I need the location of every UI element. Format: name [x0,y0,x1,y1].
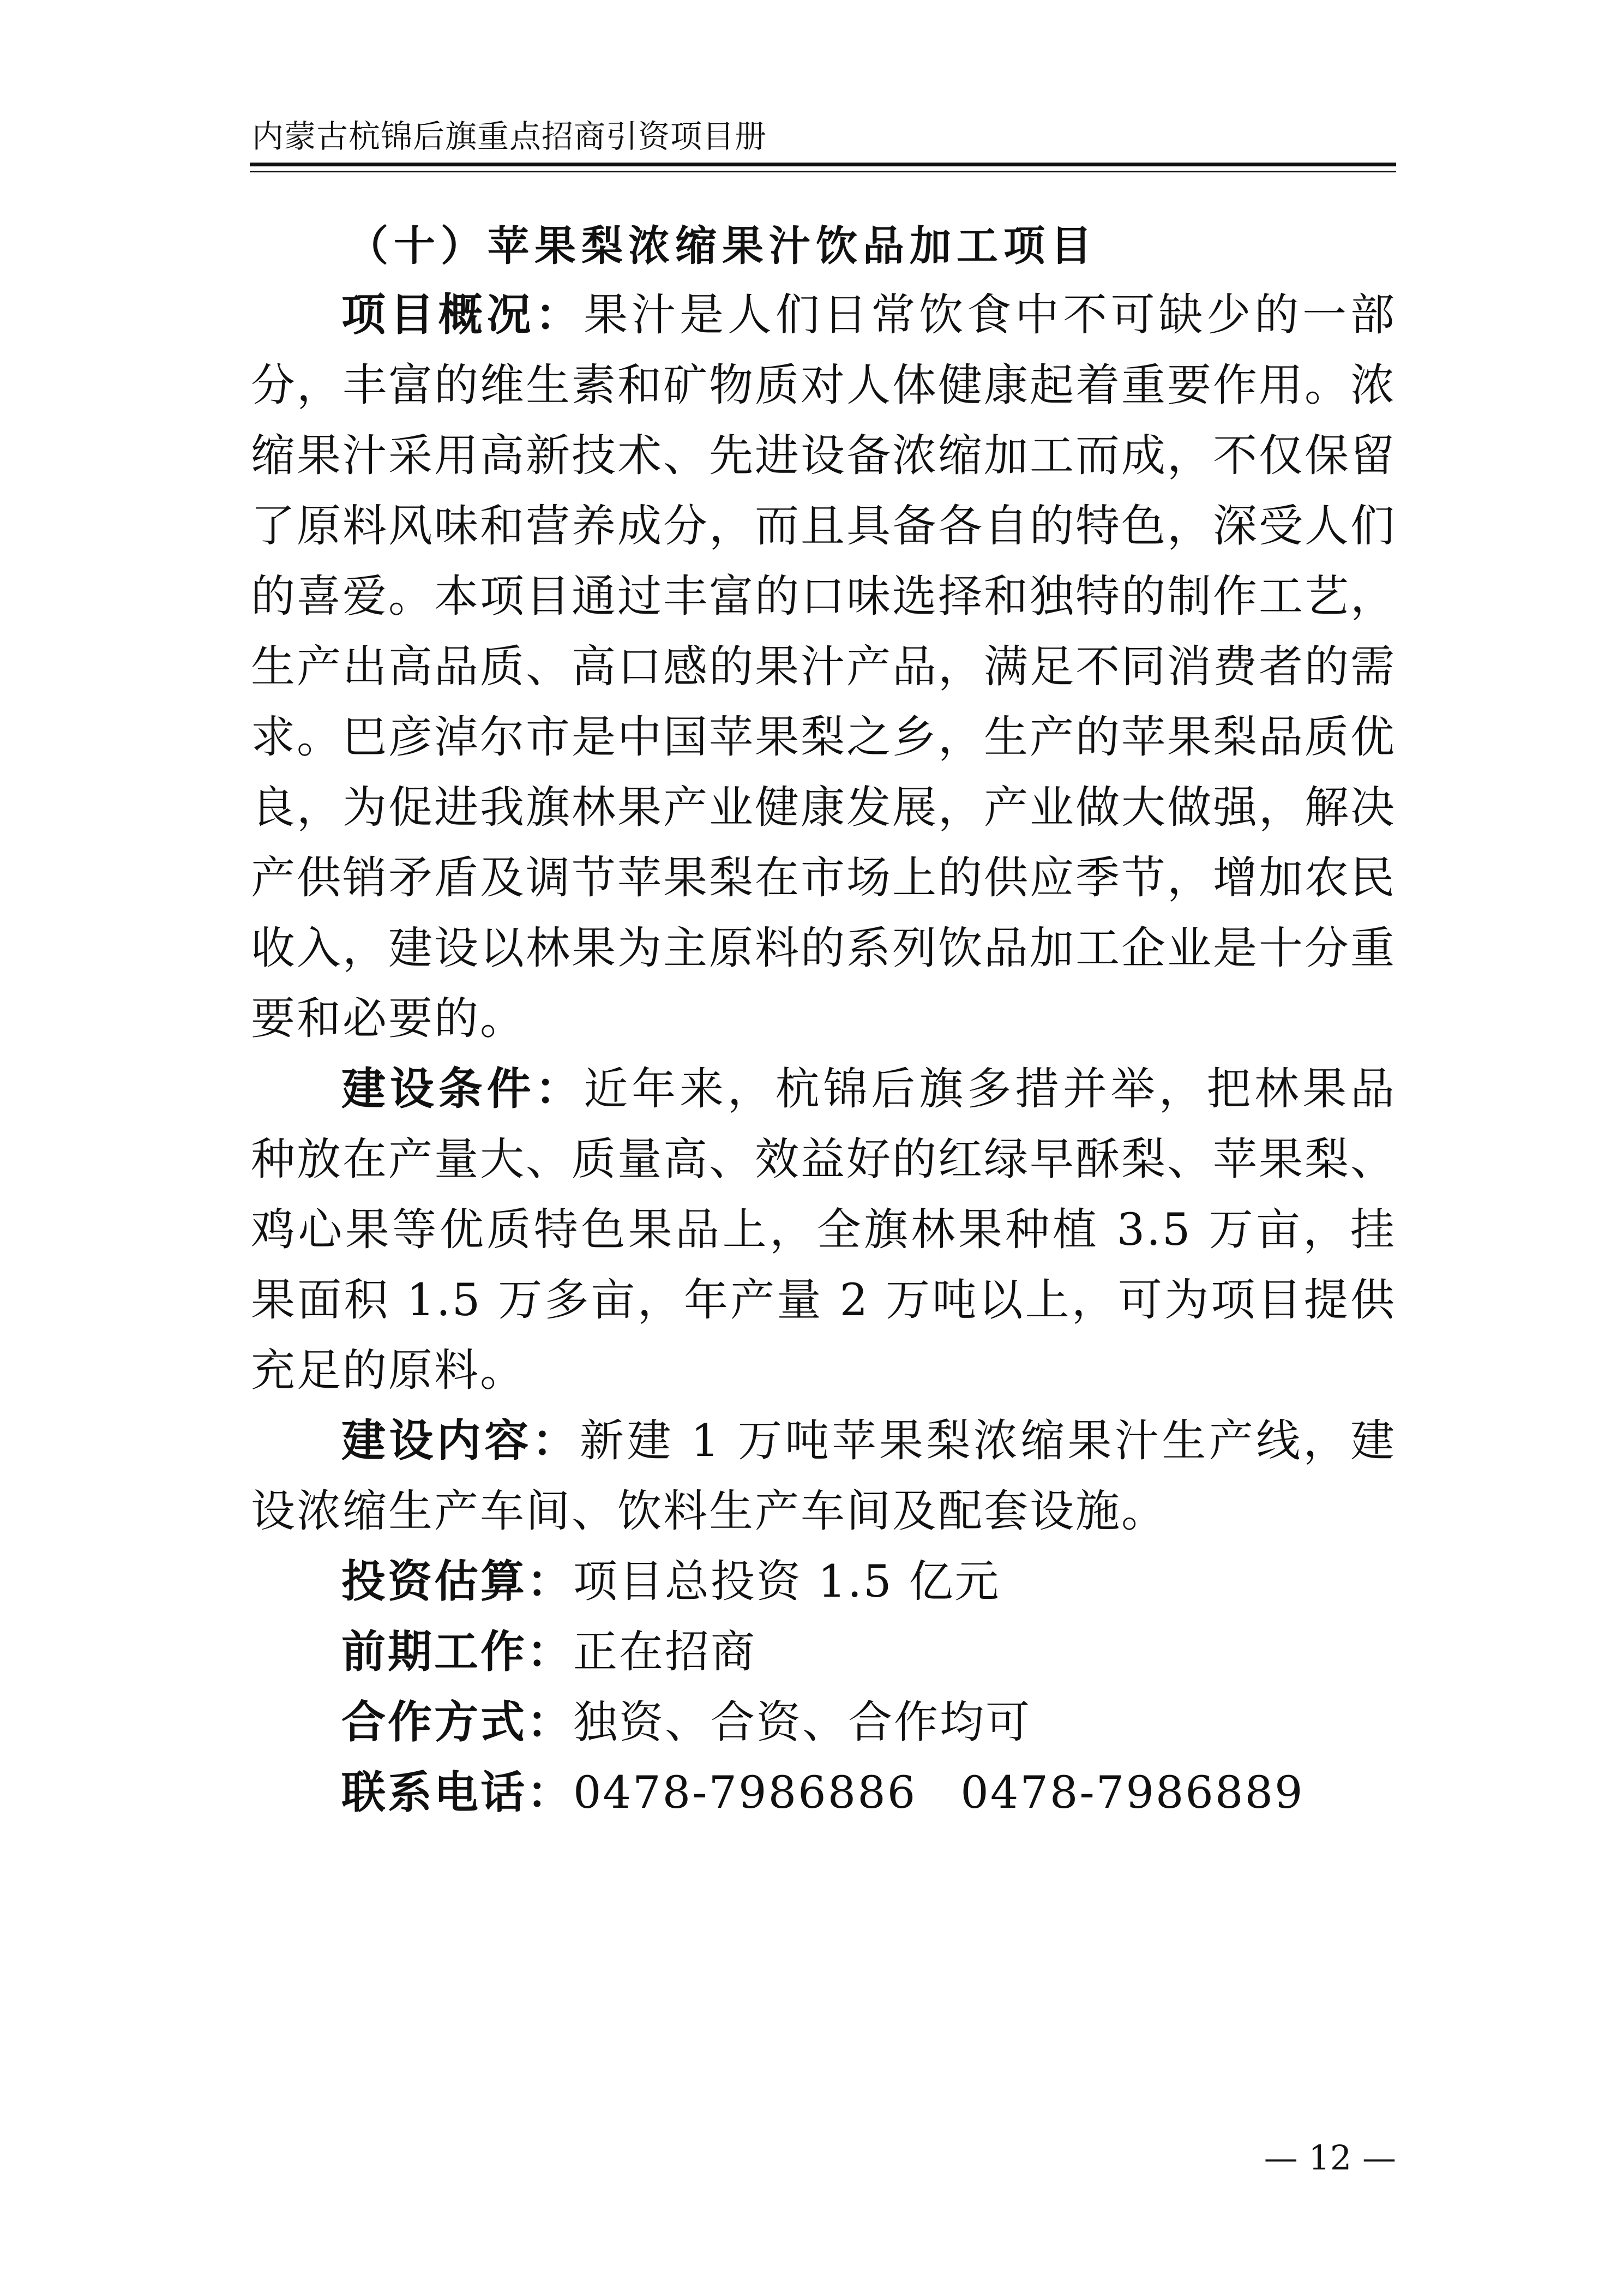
content-label: 建设内容： [341,1416,580,1467]
contact-label: 联系电话： [341,1767,574,1819]
conditions-text: 近年来，杭锦后旗多措并举，把林果品种放在产量大、质量高、效益好的红绿早酥梨、苹果梨、鸡心果等优质特色果品上，全旗林果种植 3.5 万亩，挂果面积 1.5 万多亩，年产量 2 万吨以上，可为项目提供充足的原料。 [251,1064,1397,1396]
preliminary-label: 前期工作： [341,1627,574,1678]
preliminary-text: 正在招商 [573,1627,757,1678]
content-paragraph [251,1406,1396,1547]
conditions-label: 建设条件： [341,1064,584,1115]
page-number: — 12 — [1264,2138,1396,2178]
contact-phone-1: 0478-7986886 [573,1767,917,1819]
overview-label: 项目概况： [341,290,584,341]
contact-paragraph [251,1758,1396,1829]
content-text: 新建 1 万吨苹果梨浓缩果汁生产线，建设浓缩生产车间、饮料生产车间及配套设施。 [251,1416,1396,1537]
running-header: 内蒙古杭锦后旗重点招商引资项目册 [252,118,767,155]
overview-text: 果汁是人们日常饮食中不可缺少的一部分，丰富的维生素和矿物质对人体健康起着重要作用。浓缩果汁采用高新技术、先进设备浓缩加工而成，不仅保留了原料风味和营养成分，而且具备各自的特色，深受人们的喜爱。本项目通过丰富的口味选择和独特的制作工艺，生产出高品质、高口感的果汁产品，满足不同消费者的需求。巴彦淖尔市是中国苹果梨之乡，生产的苹果梨品质优良，为促进我旗林果产业健康发展，产业做大做强，解决产供销矛盾及调节苹果梨在市场上的供应季节，增加农民收入，建设以林果为主原料的系列饮品加工企业是十分重要和必要的。 [251,290,1397,1045]
investment-text: 项目总投资 1.5 亿元 [573,1556,1001,1608]
main-content [251,212,1396,1829]
preliminary-paragraph [251,1617,1396,1688]
cooperation-paragraph [251,1688,1396,1758]
cooperation-text: 独资、合资、合作均可 [573,1697,1032,1748]
contact-phone-2: 0478-7986889 [960,1767,1305,1819]
cooperation-label: 合作方式： [341,1697,574,1748]
overview-paragraph [251,280,1396,1054]
section-title: （十）苹果梨浓缩果汁饮品加工项目 [347,221,1097,270]
header-rule-thin [250,171,1396,172]
investment-label: 投资估算： [341,1556,574,1608]
investment-paragraph [251,1547,1396,1617]
header-rule-thick [250,163,1396,166]
conditions-paragraph [251,1054,1396,1406]
